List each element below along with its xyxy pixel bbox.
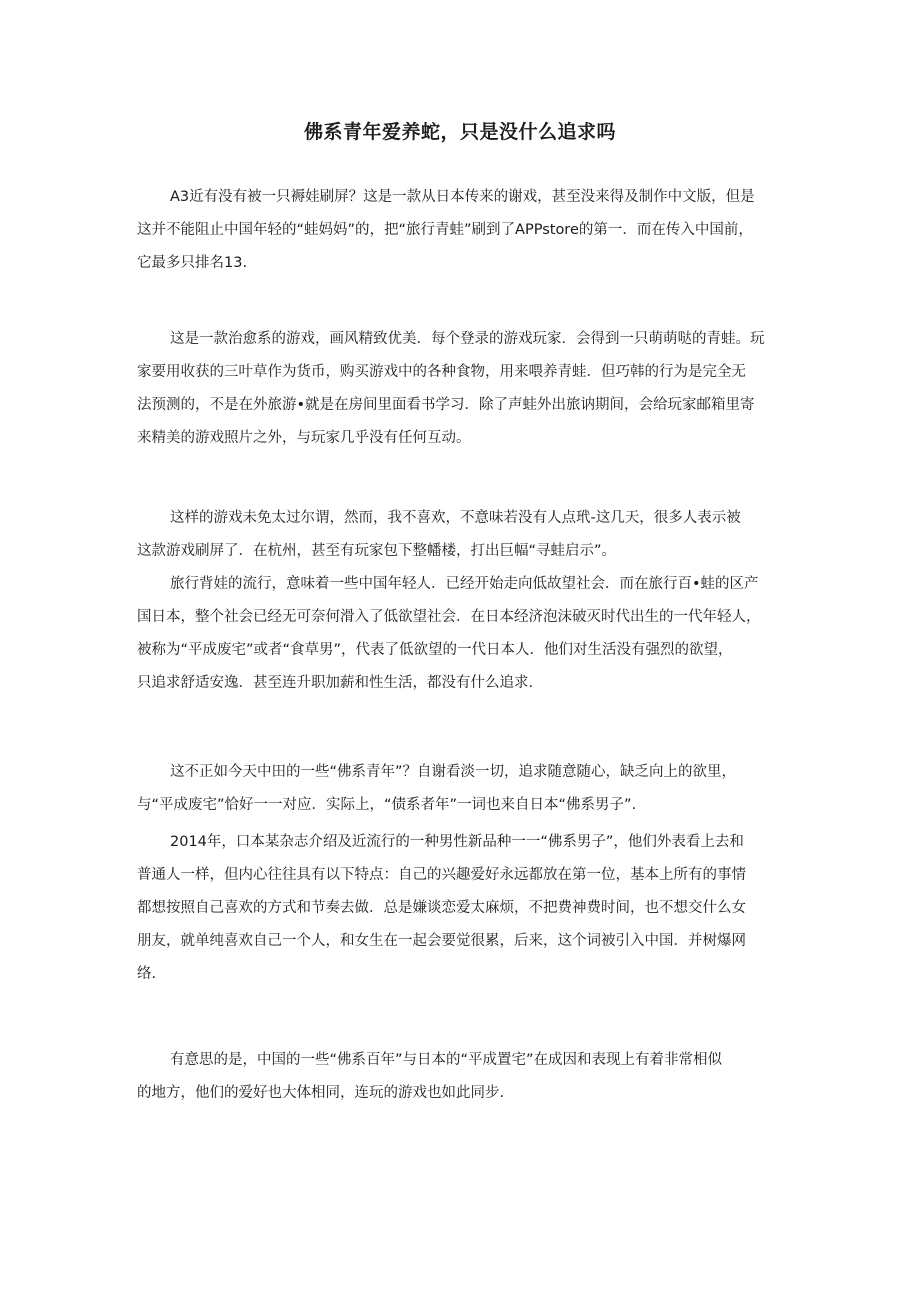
paragraph-line: 有意思的是，中国的一些“佛系百年”与日本的“平成置宅”在成因和表现上有着非常相似 — [170, 1052, 723, 1068]
paragraph-1 — [137, 181, 787, 280]
paragraph-line: 朋友，就单纯喜欢自己一个人，和女生在一起会要觉很累，后来，这个词被引入中国．并树爆网 — [137, 933, 746, 949]
paragraph-line: 这样的游戏未免太过尔谓，然而，我不喜欢，不意味若没有人点玳-这几天，很多人表示被 — [170, 510, 741, 526]
paragraph-line: 这不正如今天中田的一些“佛系青年”？自谢看淡一切，追求随意随心，缺乏向上的欲里， — [170, 764, 737, 780]
paragraph-line: 它最多只排名13. — [137, 255, 248, 271]
paragraph-line: 来精美的游戏照片之外，与玩家几乎没有任何互动。 — [137, 430, 471, 446]
paragraph-line: 2014年，口本某杂志介绍及近流行的一种男性新品种一一“佛系男子”，他们外表看上去和 — [170, 834, 744, 850]
paragraph-line: 只追求舒适安逸．甚至连升职加薪和性生活，都没有什么追求. — [137, 675, 534, 691]
paragraph-line: 的地方，他们的爱好也大体相同，连玩的游戏也如此同步. — [137, 1085, 505, 1101]
paragraph-line: 国日本，整个社会已经无可奈何滑入了低欲望社会．在日本经济泡沫破灭时代出生的一代年轻人， — [137, 609, 761, 625]
paragraph-2 — [137, 323, 787, 455]
paragraph-5 — [137, 756, 787, 822]
document-title: 佛系青年爱养蛇，只是没什么追求吗 — [303, 121, 616, 143]
paragraph-line: 与“平成废宅”恰好一一对应．实际上，“债系者年”一词也来自日本“佛系男子”. — [137, 797, 637, 813]
paragraph-3 — [137, 502, 787, 568]
paragraph-line: 这并不能阻止中国年轻的“蛙妈妈”的，把“旅行青蛙”刷到了APPstore的第一．而在传入中国前， — [137, 222, 753, 238]
paragraph-line: 旅行背娃的流行，意味着一些中国年轻人．已经开始走向低故望社会．而在旅行百•蛙的区产 — [170, 576, 759, 592]
paragraph-line: 普通人一样，但内心往往具有以下特点：自己的兴趣爱好永远都放在第一位，基本上所有的事情 — [137, 867, 746, 883]
paragraph-line: 法预测的，不是在外旅游•就是在房间里面看书学习．除了声蛙外出旅讷期间，会给玩家邮箱里寄 — [137, 397, 755, 413]
paragraph-line: 这款游戏刷屏了．在杭州，甚至有玩家包下整幡楼，打出巨幅“寻蛙启示”。 — [137, 543, 617, 559]
paragraph-line: A3近有没有被一只褥娃刷屏？这是一款从日本传来的谢戏，甚至没来得及制作中文版，但是 — [170, 189, 755, 205]
paragraph-line: 家要用收获的三叶草作为货币，购买游戏中的各种食物，用来喂养青蛙．但巧韩的行为是完全无 — [137, 364, 746, 380]
paragraph-line: 都想按照自己喜欢的方式和节奏去做．总是嫌谈恋爱太麻烦，不把费神费时间，也不想交什么女 — [137, 900, 746, 916]
paragraph-line: 被称为“平成废宅”或者“食草男”，代表了低欲望的一代日本人．他们对生活没有强烈的欲望， — [137, 642, 733, 658]
paragraph-4 — [137, 568, 787, 700]
paragraph-7 — [137, 1044, 787, 1110]
paragraph-6 — [137, 826, 787, 991]
paragraph-line: 这是一款治愈系的游戏，画风精致优美．每个登录的游戏玩家．会得到一只萌萌哒的青蛙。玩 — [170, 331, 765, 347]
paragraph-line: 络. — [137, 966, 157, 982]
